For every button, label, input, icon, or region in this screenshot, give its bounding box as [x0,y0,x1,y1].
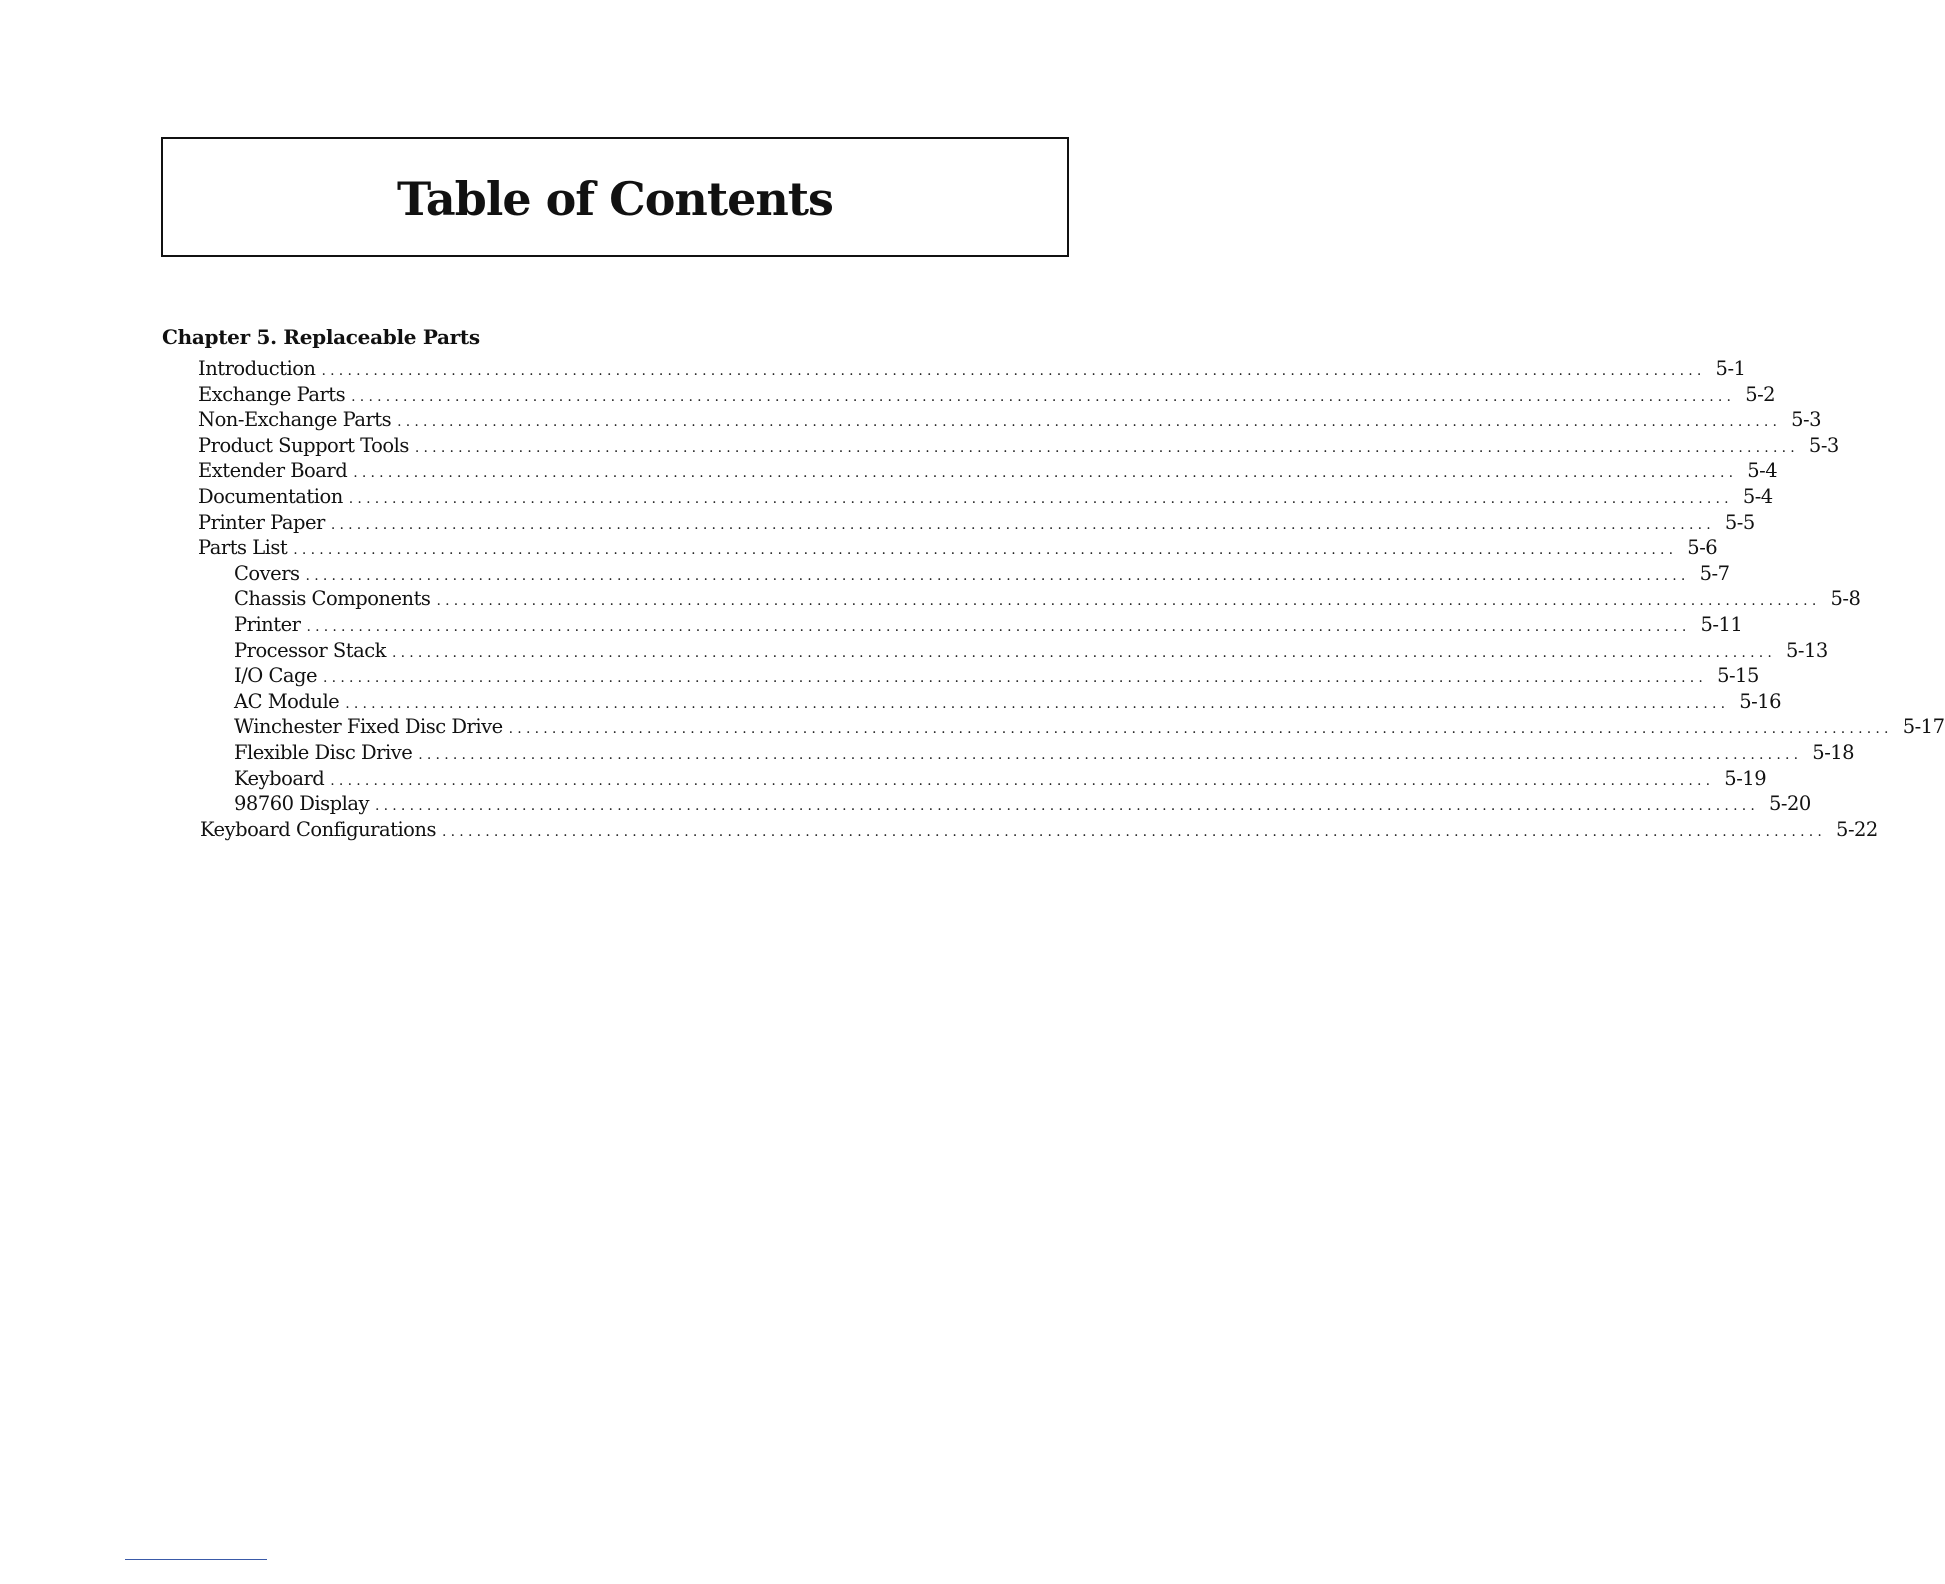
toc-entry-page: 5-11 [1700,613,1743,636]
dot-leader: ................................................................................................................................................................ [391,644,1777,661]
toc-entry-page: 5-2 [1745,382,1776,406]
toc-entry[interactable] [0,586,1861,612]
toc-entry-page: 5-18 [1812,741,1855,764]
dot-leader: ................................................................................................................................................................ [508,721,1893,738]
toc-entry-page: 5-15 [1717,664,1759,688]
toc-entry-page: 5-6 [1687,536,1718,560]
toc-entry[interactable] [0,791,1811,817]
page-title: Table of Contents [397,172,833,226]
dot-leader: ................................................................................................................................................................ [414,439,1799,456]
toc-entry-label: Printer [234,613,301,636]
dot-leader: ................................................................................................................................................................ [348,491,1733,507]
toc-entry-label: I/O Cage [234,664,318,688]
toc-entry-page: 5-22 [1836,817,1878,841]
dot-leader: ................................................................................................................................................................ [330,772,1715,789]
dot-leader: ................................................................................................................................................................ [321,363,1706,379]
toc-entry-label: Printer Paper [198,510,325,534]
dot-leader: ................................................................................................................................................................ [442,823,1827,840]
toc-entry-label: Non-Exchange Parts [198,408,392,432]
dot-leader: ................................................................................................................................................................ [293,542,1678,559]
dot-leader: ................................................................................................................................................................ [353,465,1738,482]
dot-leader: ................................................................................................................................................................ [306,619,1691,635]
toc-entry-page: 5-20 [1769,792,1811,816]
toc-entry-page: 5-4 [1747,459,1778,483]
toc-entry[interactable] [0,484,1773,510]
toc-entry[interactable] [0,612,1743,638]
toc-entry[interactable] [0,740,1855,766]
toc-entry-label: Exchange Parts [198,382,346,406]
toc-entry-label: Documentation [198,485,343,508]
title-box [161,137,1069,257]
toc-entry-label: AC Module [234,689,340,713]
toc-entry[interactable] [0,356,1746,382]
dot-leader: ................................................................................................................................................................ [351,388,1736,405]
dot-leader: ................................................................................................................................................................ [345,695,1730,712]
toc-entry[interactable] [0,382,1776,408]
toc-entry-page: 5-7 [1699,561,1730,585]
dot-leader: ................................................................................................................................................................ [374,798,1760,815]
chapter-heading: Chapter 5. Replaceable Parts [162,325,480,349]
toc-entry-label: Flexible Disc Drive [234,741,413,764]
toc-entry-label: Chassis Components [234,587,431,611]
toc-entry[interactable] [0,817,1878,843]
dot-leader: ................................................................................................................................................................ [397,414,1782,431]
toc-entry[interactable] [0,714,1945,740]
toc-entry[interactable] [0,433,1839,459]
toc-entry[interactable] [0,510,1755,536]
toc-entry-label: 98760 Display [234,792,369,816]
toc-entry-page: 5-4 [1742,485,1773,508]
dot-leader: ................................................................................................................................................................ [305,567,1690,584]
dot-leader: ................................................................................................................................................................ [436,593,1821,610]
dot-leader: ................................................................................................................................................................ [330,516,1715,533]
toc-entry[interactable] [0,561,1730,587]
toc-entry-label: Winchester Fixed Disc Drive [234,715,503,739]
footer-rule [125,1559,267,1560]
toc-entry[interactable] [0,638,1828,664]
toc-entry-label: Introduction [198,357,316,380]
toc-entry-page: 5-3 [1808,433,1839,457]
toc-entry[interactable] [0,535,1718,561]
dot-leader: ................................................................................................................................................................ [418,747,1803,763]
toc-entry-label: Extender Board [198,459,348,483]
toc-entry[interactable] [0,766,1767,792]
toc-entry[interactable] [0,663,1759,689]
toc-entry[interactable] [0,689,1782,715]
toc-entry-page: 5-19 [1724,766,1767,790]
toc-entry-page: 5-5 [1724,510,1755,534]
toc-entry-label: Parts List [198,536,288,560]
toc-entry[interactable] [0,458,1778,484]
dot-leader: ................................................................................................................................................................ [323,670,1708,687]
toc-entry-page: 5-17 [1902,715,1945,739]
toc-entry-page: 5-8 [1830,587,1861,611]
toc-entry[interactable] [0,407,1822,433]
toc-entry-label: Product Support Tools [198,433,409,457]
toc-entry-label: Covers [234,561,300,585]
toc-entry-page: 5-3 [1791,408,1822,432]
toc-entry-label: Keyboard Configurations [200,817,436,841]
toc-entry-page: 5-16 [1739,689,1782,713]
toc-entry-label: Processor Stack [234,638,386,662]
toc-entry-page: 5-13 [1786,638,1828,662]
toc-entry-label: Keyboard [234,766,325,790]
toc-entry-page: 5-1 [1715,357,1746,380]
